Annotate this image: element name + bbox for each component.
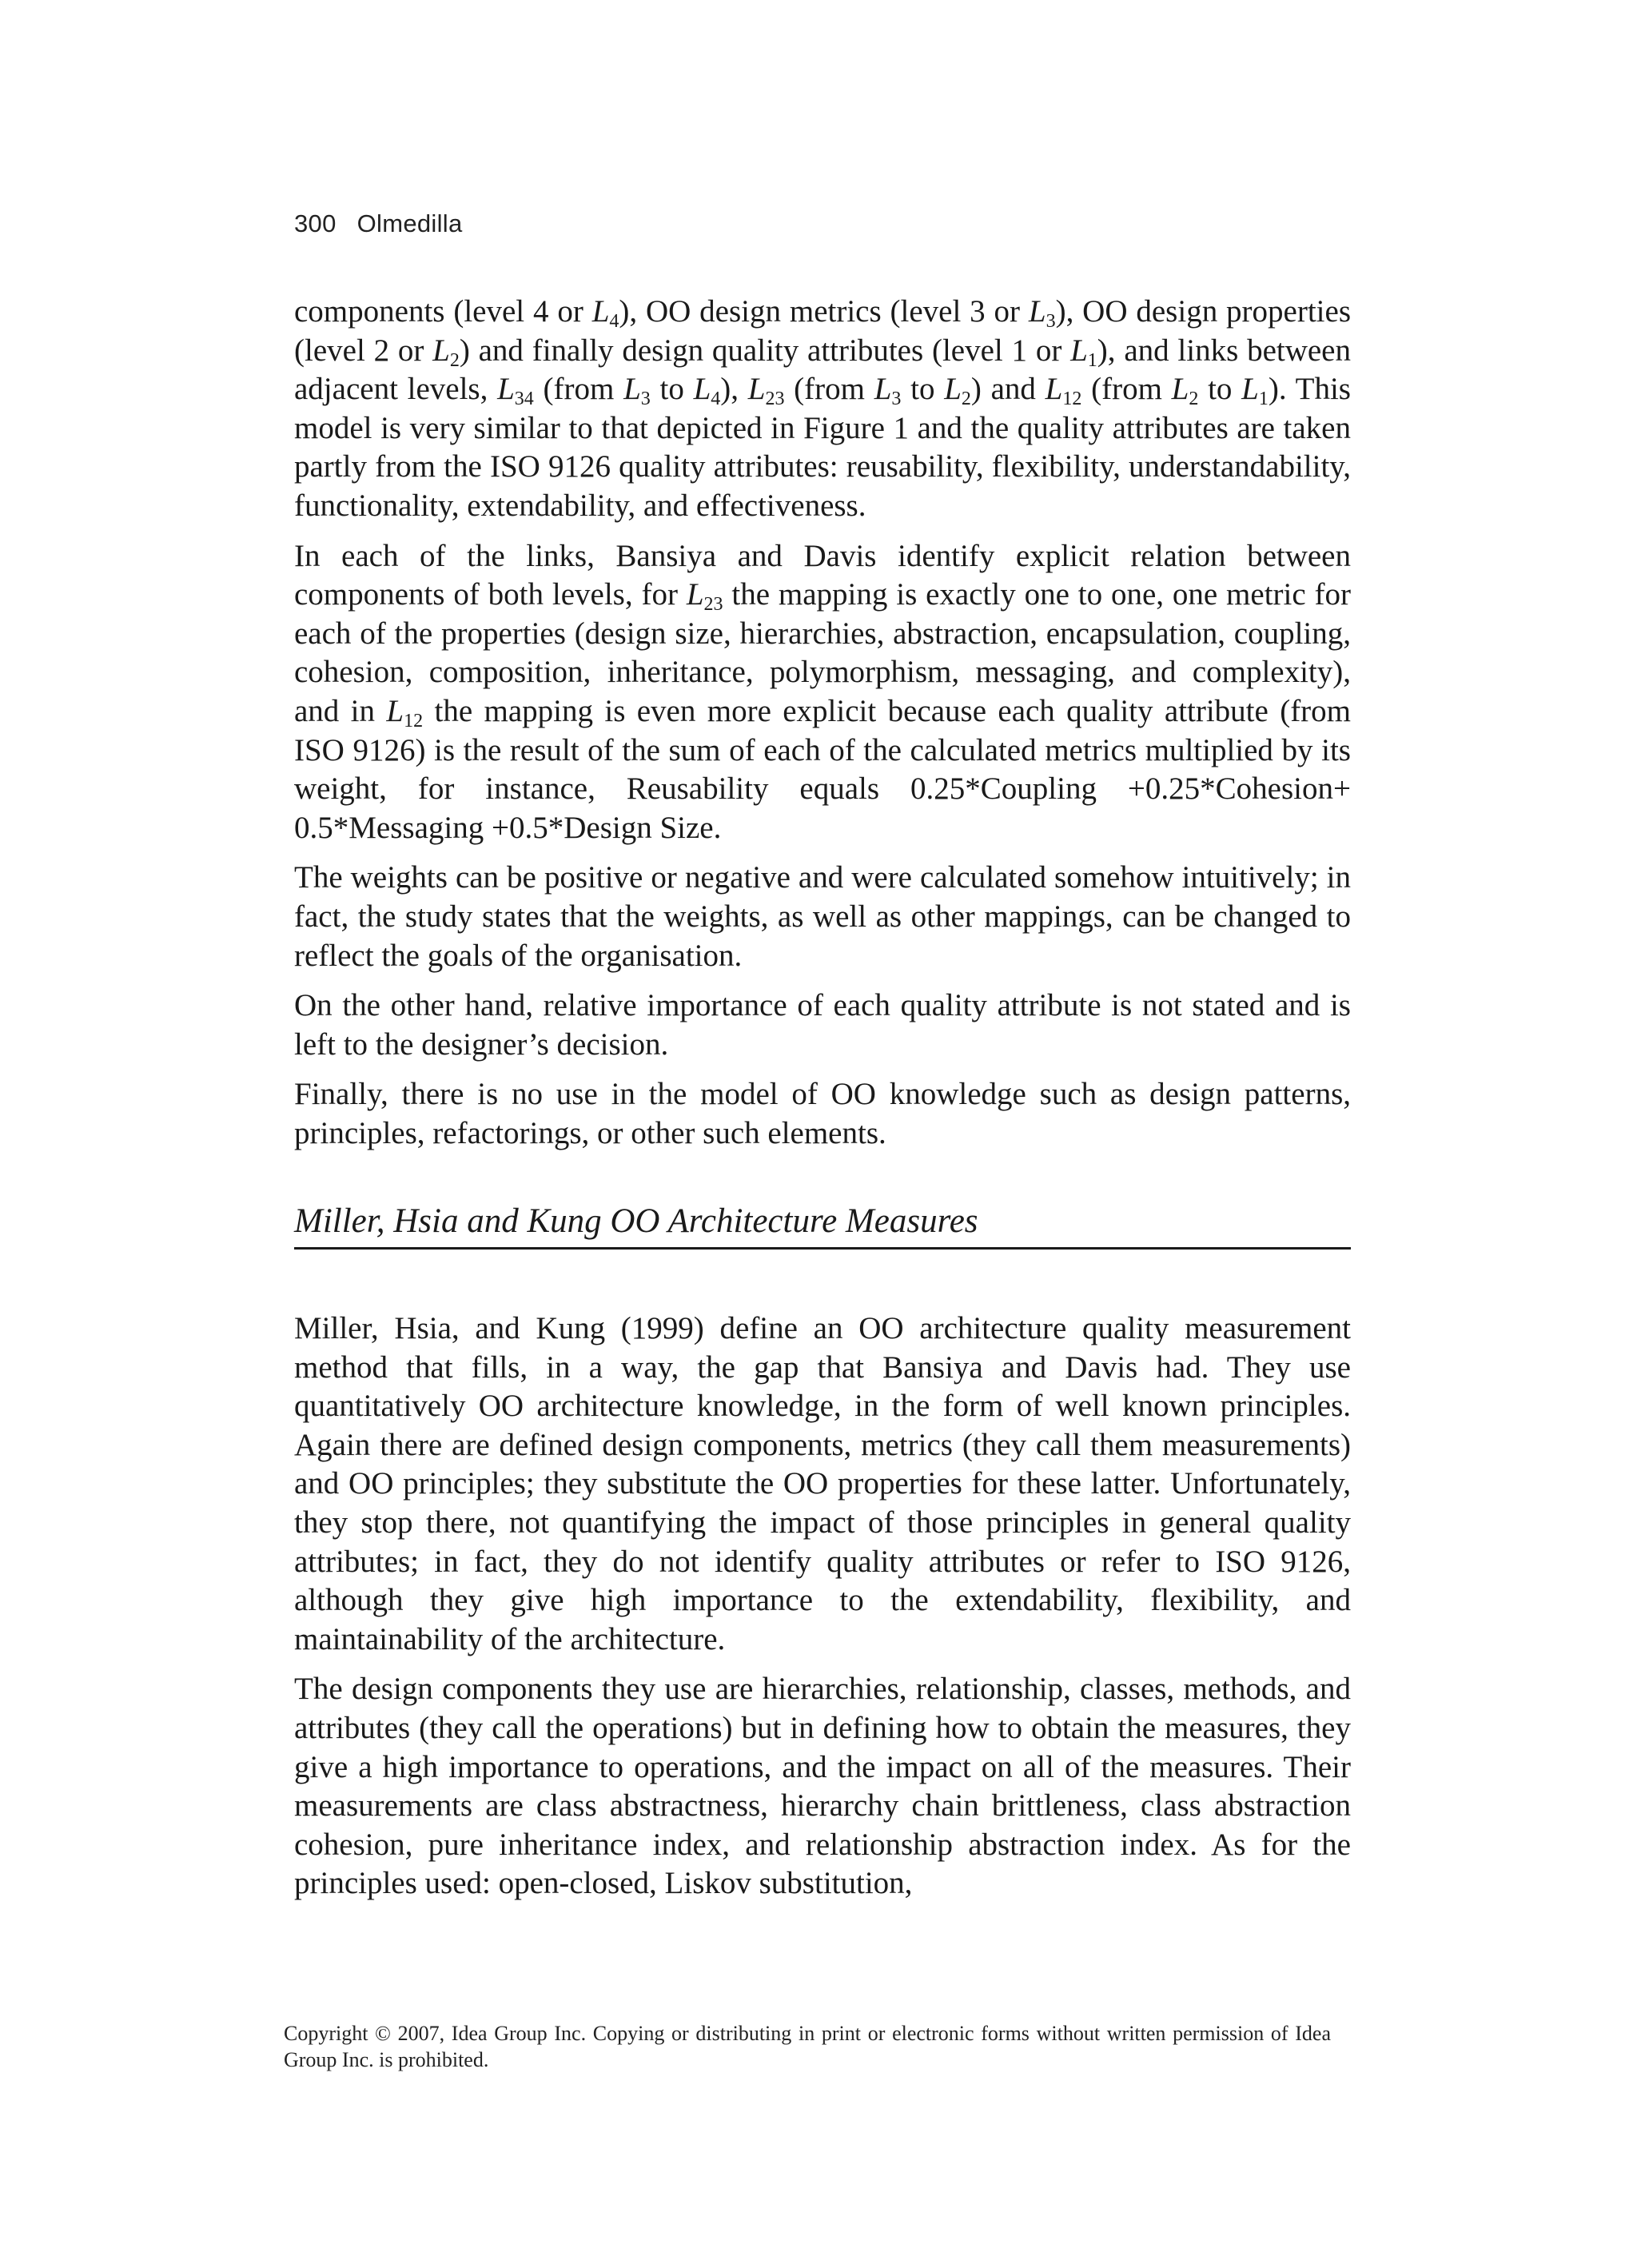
paragraph-levels: components (level 4 or $L_4$), OO design metrics (level 3 or $L_3$), OO design properties (level 2 or $L_2$) and finally design quality attributes (level 1 or $L_1$), and links between adjacent levels, $L_{34}$ (from $L_3$ to $L_4$), $L_{23}$ (from $L_3$ to $L_2$) and $L_{12}$ (from $L_2$ to $L_1$). This model is very similar to that depicted in Figure 1 and the quality attributes are taken partly from the ISO 9126 quality attributes: reusability, flexibility, understandability, functionality, extendability, and effectiveness.	[294, 294, 1351, 523]
paragraph-weights: The weights can be positive or negative and were calculated somehow intuitively; in fact, the study states that the weights, as well as other mappings, can be changed to reflect the goals of the organisation.	[294, 860, 1351, 973]
paragraph-miller-method: Miller, Hsia, and Kung (1999) define an OO architecture quality measurement method that fills, in a way, the gap that Bansiya and Davis had. They use quantitatively OO architecture knowledge, in the form of well known principles. Again there are defined design components, metrics (they call them measurements) and OO principles; they substitute the OO properties for these latter. Unfortunately, they stop there, not quantifying the impact of those principles in general quality attributes; in fact, they do not identify quality attributes or refer to ISO 9126, although they give high importance to the extendability, flexibility, and maintainability of the architecture.	[294, 1311, 1351, 1656]
paragraph-importance: On the other hand, relative importance of each quality attribute is not stated and is left to the designer’s decision.	[294, 988, 1351, 1062]
running-head	[294, 209, 463, 238]
running-head-author: Olmedilla	[356, 209, 463, 237]
copyright-footer: Copyright © 2007, Idea Group Inc. Copying or distributing in print or electronic forms without written permission of Idea Group Inc. is prohibited.	[284, 2022, 1331, 2071]
paragraph-design-components: The design components they use are hierarchies, relationship, classes, methods, and attributes (they call the operations) but in defining how to obtain the measures, they give a high importance to operations, and the impact on all of the measures. Their measurements are class abstractness, hierarchy chain brittleness, class abstraction cohesion, pure inheritance index, and relationship abstraction index. As for the principles used: open-closed, Liskov substitution,	[294, 1672, 1351, 1901]
section-heading: Miller, Hsia and Kung OO Architecture Measures	[294, 1199, 1351, 1250]
paragraph-no-oo-knowledge: Finally, there is no use in the model of OO knowledge such as design patterns, principles, refactorings, or other such elements.	[294, 1077, 1351, 1150]
body-text-section	[294, 1309, 1351, 1915]
page-number: 300	[294, 209, 337, 237]
paragraph-links: In each of the links, Bansiya and Davis identify explicit relation between components of both levels, for $L_{23}$ the mapping is exactly one to one, one metric for each of the properties (design size, hierarchies, abstraction, encapsulation, coupling, cohesion, composition, inheritance, polymorphism, messaging, and complexity), and in $L_{12}$ the mapping is even more explicit because each quality attribute (from ISO 9126) is the result of the sum of each of the calculated metrics multiplied by its weight, for instance, Reusability equals 0.25*Coupling +0.25*Cohesion+ 0.5*Messaging +0.5*Design Size.	[294, 538, 1351, 845]
body-text-top	[294, 293, 1351, 1164]
